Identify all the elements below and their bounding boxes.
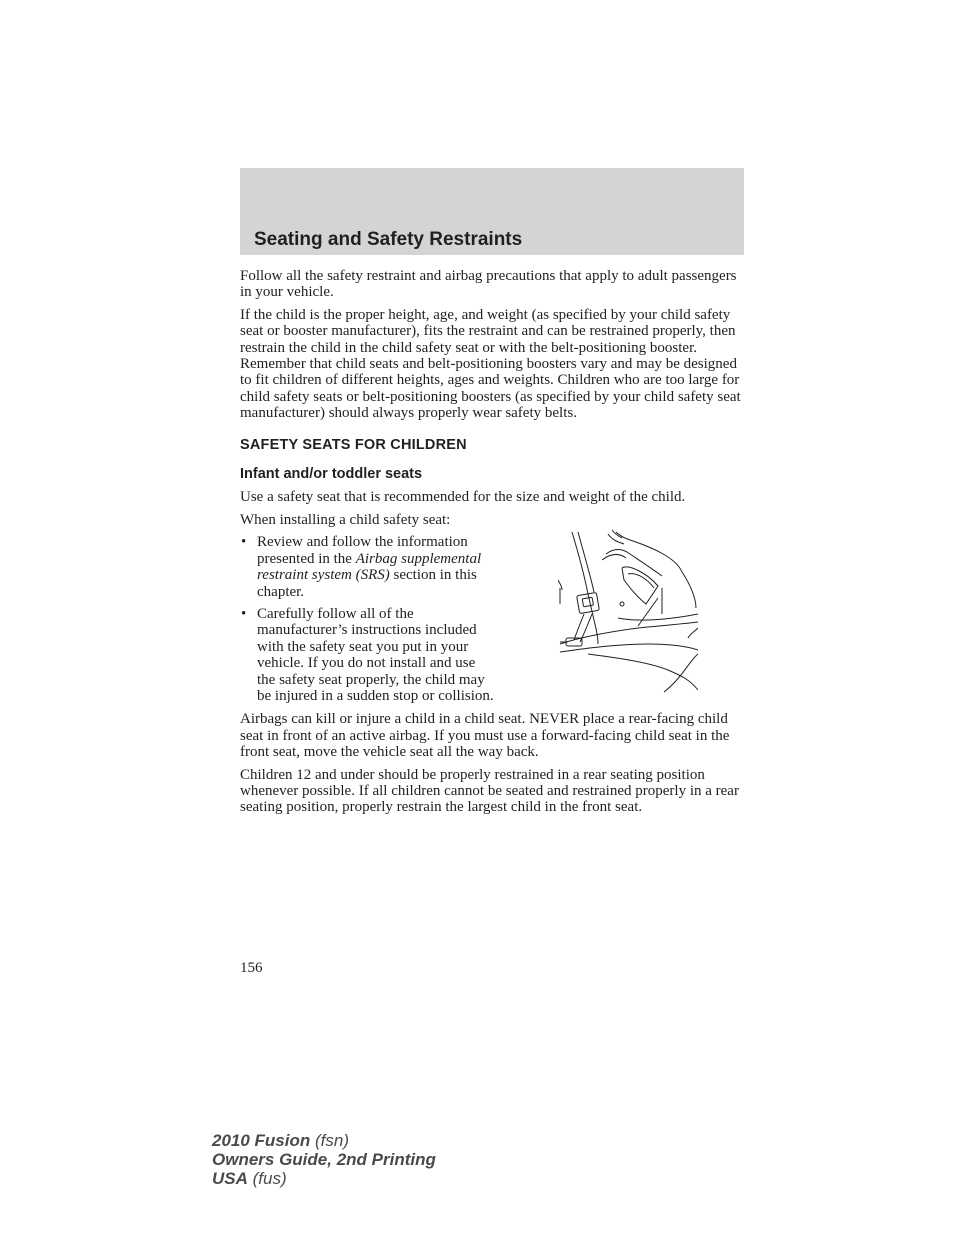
srs-section-reference: Airbag supplemental restraint system (SRS) (257, 550, 482, 584)
bullet-item-review: • Review and follow the information presented in the Airbag supplemental restraint system (SRS) section in this chapter. (240, 534, 496, 600)
installing-intro: When installing a child safety seat: (240, 511, 451, 528)
page-number: 156 (240, 960, 263, 976)
safety-seat-paragraph: Use a safety seat that is recommended for the size and weight of the child. (240, 489, 686, 506)
footer-line-region: USA (fus) (212, 1169, 287, 1188)
subsection-heading: Infant and/or toddler seats (240, 466, 423, 483)
children-12-paragraph: Children 12 and under should be properly restrained in a rear seating position whenever possible. If all children cannot be seated and restrained properly in a rear seating position, properly restrain the largest child in the front seat. (240, 766, 739, 816)
page-content (240, 268, 746, 822)
installation-bullet-list (240, 534, 496, 704)
chapter-title: Seating and Safety Restraints (254, 229, 523, 250)
footer-line-model: 2010 Fusion (fsn) (212, 1131, 349, 1150)
document-footer (212, 1131, 436, 1188)
chapter-header-band (240, 168, 744, 255)
bullets-with-illustration (240, 534, 746, 704)
intro-paragraph-2: If the child is the proper height, age, and weight (as specified by your child safety seat or booster manufacturer), fits the restraint and can be restrained properly, then restrain the child in the child safety seat or with the belt-positioning booster. Remember that child seats and belt-positioning boosters vary and may be designed to fit children of different heights, ages and weights. Children who are too large for child safety seats or belt-positioning boosters (as specified by your child safety seat manufacturer) should always properly wear safety belts. (240, 306, 741, 422)
bullet-item-instructions: • Carefully follow all of the manufacturer’s instructions included with the safety seat you put in your vehicle. If you do not install and use the safety seat properly, the child may be injured in a sudden stop or collision. (240, 606, 496, 704)
airbag-warning-paragraph: Airbags can kill or injure a child in a child seat. NEVER place a rear-facing child seat in front of an active airbag. If you must use a forward-facing child seat in the front seat, move the vehicle seat all the way back. (240, 711, 730, 761)
intro-paragraph-1: Follow all the safety restraint and airbag precautions that apply to adult passengers in your vehicle. (240, 268, 737, 301)
footer-line-guide: Owners Guide, 2nd Printing (212, 1150, 436, 1169)
seat-belt-buckle-illustration (558, 528, 698, 694)
section-heading: SAFETY SEATS FOR CHILDREN (240, 436, 467, 453)
